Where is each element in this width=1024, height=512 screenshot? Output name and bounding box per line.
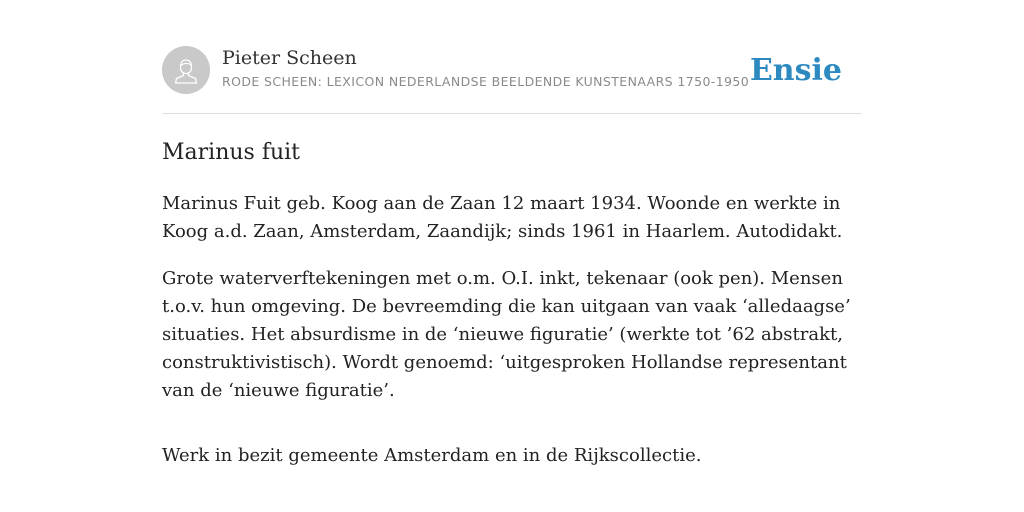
author-name[interactable]: Pieter Scheen <box>222 47 357 69</box>
article-body <box>162 190 862 489</box>
article-header <box>162 46 862 114</box>
source-title[interactable]: RODE SCHEEN: LEXICON NEDERLANDSE BEELDENDE KUNSTENAARS 1750-1950 <box>222 74 750 89</box>
user-icon <box>162 46 210 94</box>
article-page <box>162 0 862 512</box>
ensie-logo[interactable]: Ensie <box>749 53 842 88</box>
article-title: Marinus fuit <box>162 140 301 165</box>
body-paragraph: Werk in bezit gemeente Amsterdam en in de Rijkscollectie. <box>162 445 702 466</box>
author-avatar[interactable] <box>162 46 210 94</box>
body-paragraph: Grote waterverftekeningen met o.m. O.I. inkt, tekenaar (ook pen). Mensen t.o.v. hun omgeving. De bevreemding die kan uitgaan van vaak ‘alledaagse’ situaties. Het absurdisme in de ‘nieuwe figuratie’ (werkte tot ’62 abstrakt, construktivistisch). Wordt genoemd: ‘uitgesproken Hollandse representant van de ‘nieuwe figuratie’. <box>162 268 851 401</box>
body-paragraph: Marinus Fuit geb. Koog aan de Zaan 12 maart 1934. Woonde en werkte in Koog a.d. Zaan, Amsterdam, Zaandijk; sinds 1961 in Haarlem. Autodidakt. <box>162 193 843 242</box>
